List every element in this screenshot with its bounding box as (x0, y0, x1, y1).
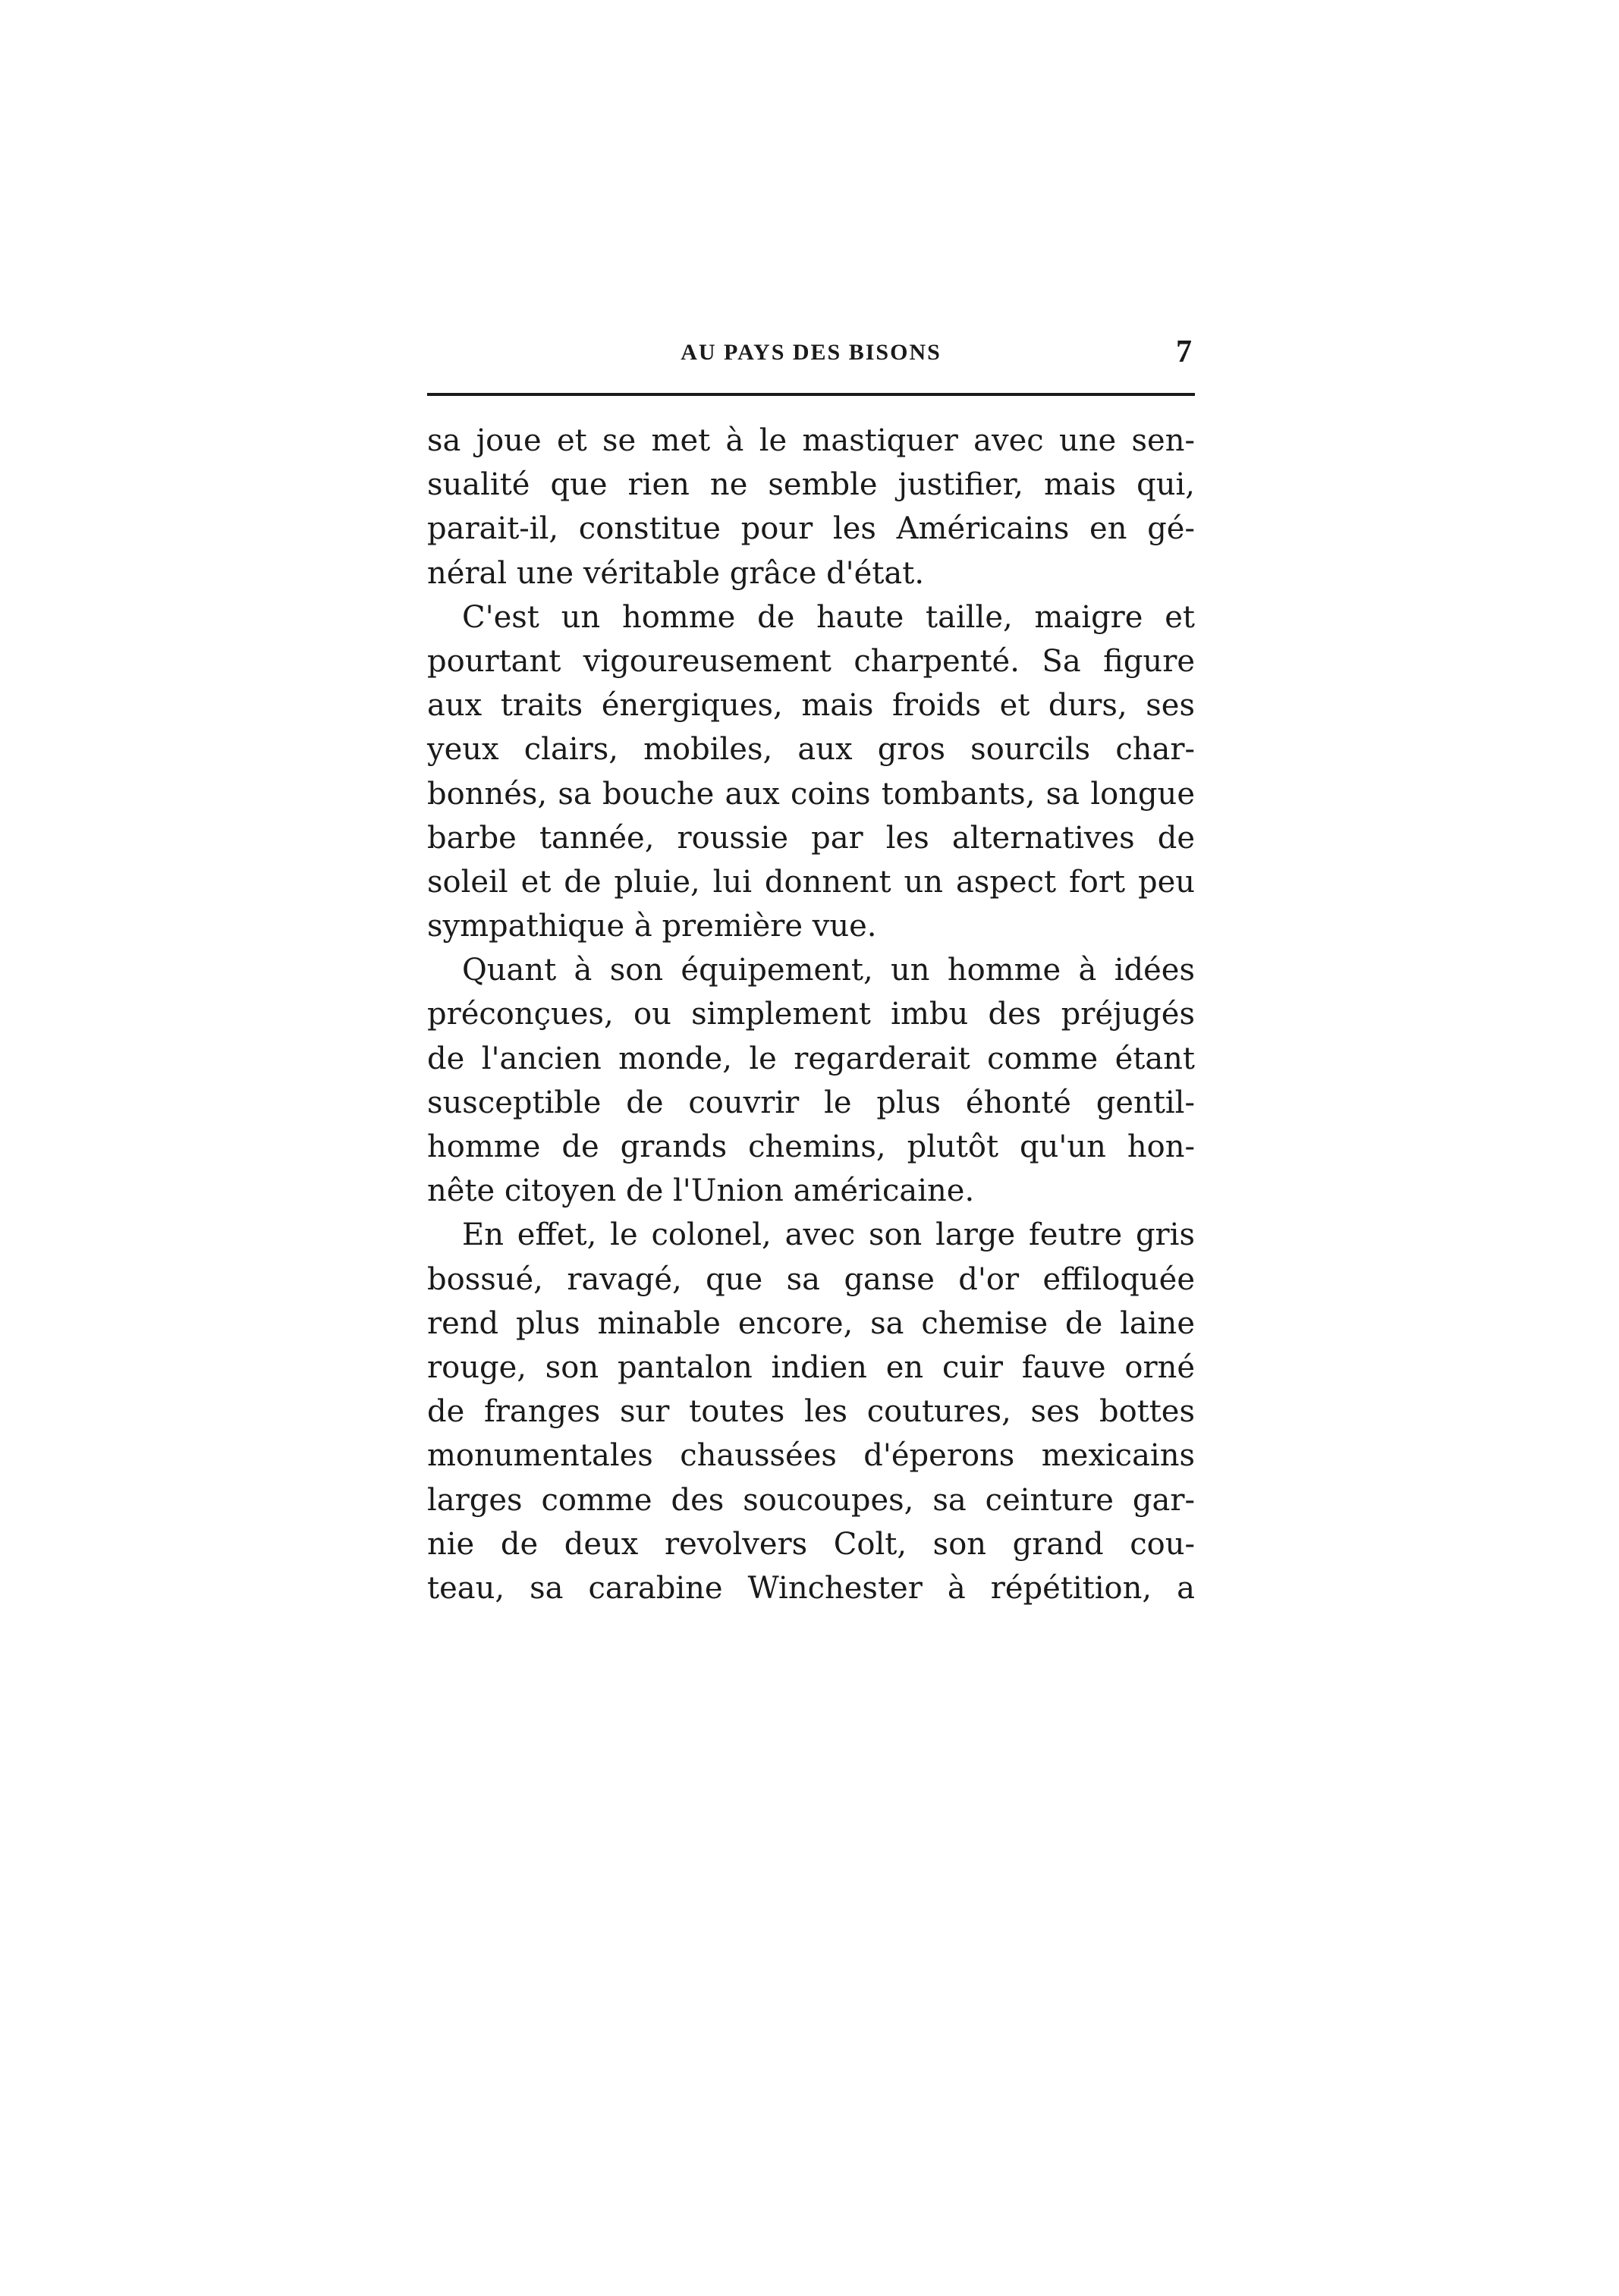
text-line: sa joue et se met à le mastiquer avec une sen- (427, 423, 1195, 458)
text-line: préconçues, ou simplement imbu des préjugés (427, 997, 1195, 1032)
text-line: de l'ancien monde, le regarderait comme étant (427, 1041, 1195, 1076)
text-line: nie de deux revolvers Colt, son grand cou- (427, 1526, 1195, 1562)
text-line: Quant à son équipement, un homme à idées (462, 953, 1195, 988)
text-line: homme de grands chemins, plutôt qu'un hon- (427, 1129, 1195, 1164)
paragraph (427, 948, 1195, 1213)
text-line: aux traits énergiques, mais froids et durs, ses (427, 688, 1195, 724)
text-line: soleil et de pluie, lui donnent un aspect fort peu (427, 864, 1195, 900)
page-number: 7 (1176, 335, 1192, 369)
text-line: nête citoyen de l'Union américaine. (427, 1173, 975, 1209)
text-line: néral une véritable grâce d'état. (427, 555, 925, 591)
paragraph (427, 1213, 1195, 1610)
text-line: rend plus minable encore, sa chemise de laine (427, 1305, 1195, 1341)
text-line: C'est un homme de haute taille, maigre et (462, 599, 1195, 635)
text-line: bossué, ravagé, que sa ganse d'or effiloquée (427, 1261, 1195, 1297)
paragraph (427, 595, 1195, 949)
text-line: barbe tannée, roussie par les alternatives de (427, 820, 1195, 856)
text-line: rouge, son pantalon indien en cuir fauve orné (427, 1349, 1195, 1385)
paragraph (427, 419, 1195, 595)
text-line: En effet, le colonel, avec son large feutre gris (462, 1217, 1195, 1253)
text-line: yeux clairs, mobiles, aux gros sourcils char- (427, 732, 1195, 768)
running-title: AU PAYS DES BISONS (681, 340, 942, 365)
header-rule (427, 393, 1195, 396)
text-line: teau, sa carabine Winchester à répétition, a (427, 1570, 1195, 1606)
text-line: pourtant vigoureusement charpenté. Sa figure (427, 643, 1195, 679)
text-line: monumentales chaussées d'éperons mexicains (427, 1438, 1195, 1474)
text-line: sympathique à première vue. (427, 909, 877, 944)
text-line: larges comme des soucoupes, sa ceinture gar- (427, 1482, 1195, 1518)
text-line: bonnés, sa bouche aux coins tombants, sa longue (427, 776, 1195, 812)
page-header (427, 334, 1195, 372)
text-line: parait-il, constitue pour les Américains en gé- (427, 511, 1195, 547)
text-line: susceptible de couvrir le plus éhonté gentil- (427, 1085, 1195, 1120)
text-line: sualité que rien ne semble justifier, mais qui, (427, 467, 1195, 503)
body-text (427, 419, 1195, 1610)
text-line: de franges sur toutes les coutures, ses bottes (427, 1394, 1195, 1430)
